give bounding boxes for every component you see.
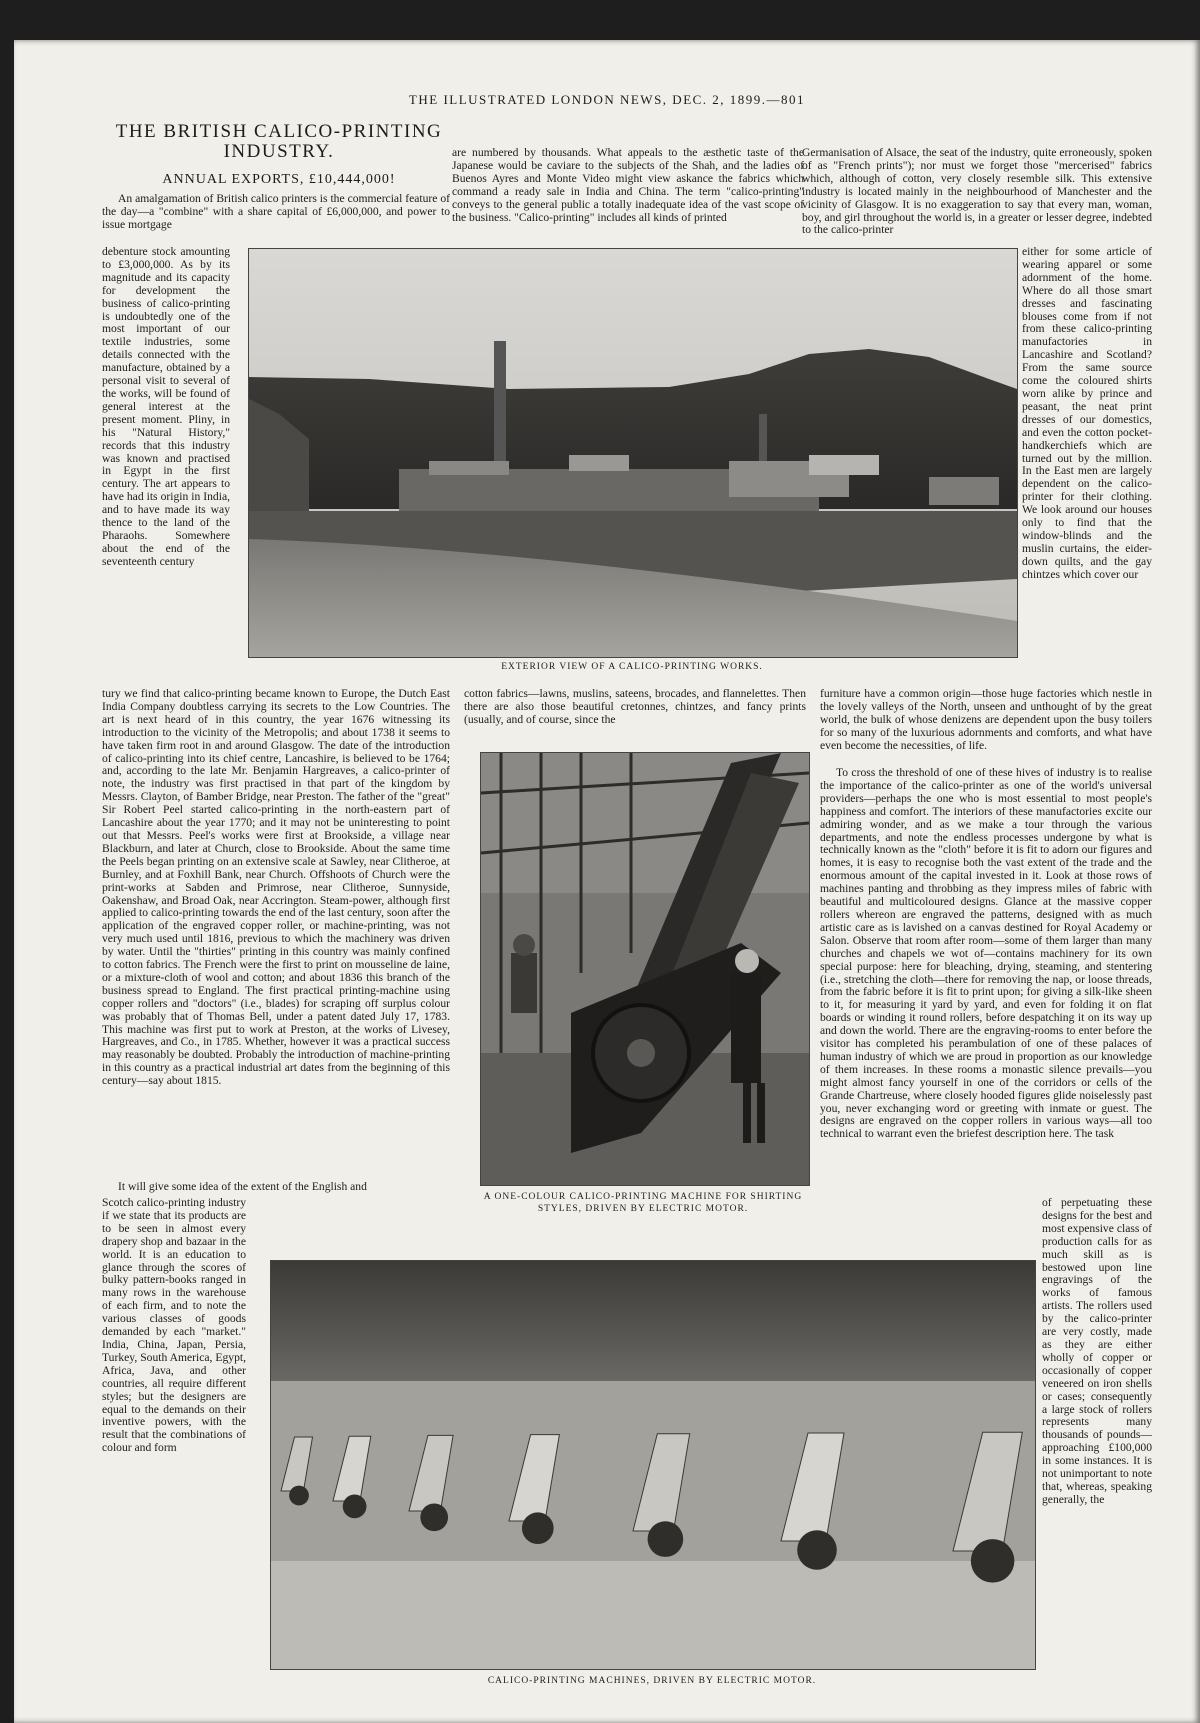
column-2-mid (464, 688, 806, 728)
machine-caption-line-1: A ONE-COLOUR CALICO-PRINTING MACHINE FOR SHIRTING (483, 1192, 803, 1202)
printing-machine-wheel (971, 1539, 1015, 1583)
column-2-top (452, 147, 804, 255)
column-1-main (102, 688, 450, 1181)
article-subtitle: ANNUAL EXPORTS, £10,444,000! (162, 172, 396, 187)
page-header: THE ILLUSTRATED LONDON NEWS, DEC. 2, 1899.—801 (408, 92, 806, 107)
column-1-paragraph-2 (102, 1181, 450, 1197)
printing-machine-wheel (420, 1503, 448, 1531)
right-narrow-text: either for some article of wearing apparel or some adornment of the home. Where do all those smart dresses and fascinating blouses come from if not from these calico-printing manufactories in Lancashire and Scotland? From the same source come the coloured shirts worn alike by prince and peasant, the neat print dresses of our domestics, and even the cotton pocket-handkerchiefs which are turned out by the million. In the East men are largely dependent on the calico-printer for their clothing. We look around our houses only to find that the window-blinds and the muslin curtains, the eider-down quilts, and the gay chintzes which cover our (1022, 246, 1152, 581)
column-3-top (802, 147, 1152, 255)
machines-photo (270, 1260, 1036, 1670)
column-3-paragraph-2-text: To cross the threshold of one of these hives of industry is to realise the importance of the calico-printer as one of the world's universal providers—perhaps the one who is most essential to most people's happiness and comfort. The interiors of these manufactories excite our admiring wonder, and as we make a tour through the various departments, and note the endless processes undergone by what is technically known as the "cloth" before it is fit to adorn our figures and homes, it is easy to recognise both the vast extent of the trade and the enormous amount of the capital invested in it. Look at those rows of machines panting and throbbing as they impress miles of fabric with beautiful and multicoloured designs. Glance at the massive copper rollers whereon are engraved the patterns, designed with as much artistic care as is lavished on a canvas destined for Royal Academy or Salon. Observe that room after room—some of them larger than many churches and chapels we wot of—contains machinery for its own special purpose: here for bleaching, drying, steaming, and stentering (i.e., stretching the cloth—there for removing the nap, or loose threads, from the fabric before it is fit to print upon; for giving a silk-like sheen to it, for measuring it yard by yard, and even for folding it on flat boards or winding it round rollers, before despatching it on its way up and down the world. There are the engraving-rooms to enter before the visitor has completed his perambulation of one of these palaces of human industry of which we are proud in proportion as our knowledge of them increases. In these rooms a monastic silence prevails—you might almost fancy yourself in one of the corridors or cells of the Grande Chartreuse, where closely hooded figures glide noiselessly past you, never exchanging word or greeting with inmate or guest. The designs are engraved on the copper rollers in various ways—all too technical to warrant even the briefest description here. The task (820, 767, 1152, 1141)
column-3-top-text: Germanisation of Alsace, the seat of the industry, quite erroneously, spoken of as "French prints"); nor must we forget those "mercerised" fabrics which, although of cotton, very closely resemble silk. This extensive industry is located mainly in the neighbourhood of Manchester and the vicinity of Glasgow. It is no exaggeration to say that every man, woman, boy, and girl throughout the world is, in a greater or lesser degree, indebted to the calico-printer (802, 147, 1152, 237)
column-2-mid-text: cotton fabrics—lawns, muslins, sateens, brocades, and flannelettes. Then there are also those beautiful cretonnes, chintzes, and fancy prints (usually, and of course, since the (464, 688, 806, 726)
right-narrow-column (1022, 246, 1152, 724)
column-3-main (820, 688, 1152, 766)
machine-illustration (481, 753, 809, 1185)
exterior-photo (248, 248, 1018, 658)
machines-caption: CALICO-PRINTING MACHINES, DRIVEN BY ELECTRIC MOTOR. (487, 1676, 817, 1686)
printing-machine-wheel (343, 1495, 367, 1519)
article-title: THE BRITISH CALICO-PRINTING INDUSTRY. (115, 121, 443, 162)
left-narrow-column (102, 246, 230, 746)
intro-text: An amalgamation of British calico printers is the commercial feature of the day—a "combine" with a share capital of £6,000,000, and power to issue mortgage (102, 193, 450, 231)
newspaper-page (14, 40, 1200, 1723)
intro-paragraph (102, 193, 450, 245)
right-bottom-narrow-column (1042, 1197, 1152, 1684)
column-1-paragraph-2-text: It will give some idea of the extent of the English and (118, 1181, 367, 1193)
left-bottom-narrow-column (102, 1197, 246, 1669)
printing-machine-wheel (522, 1512, 554, 1544)
machine-caption-line-2: STYLES, DRIVEN BY ELECTRIC MOTOR. (537, 1204, 749, 1214)
column-1-main-text: tury we find that calico-printing became known to Europe, the Dutch East India Company doubtless carrying its secrets to the Low Countries. The art is next heard of in this country, the year 1676 witnessing its introduction to the vicinity of the Metropolis; and about 1738 it seems to have taken firm root in and around Glasgow. The date of the introduction of calico-printing into its chief centre, Lancashire, is believed to be 1764; and, according to the late Mr. Benjamin Hargreaves, a calico-printer of note, the industry was first practised in that part of the kingdom by Messrs. Clayton, of Bamber Bridge, near Preston. The father of the "great" Sir Robert Peel started calico-printing in the north-eastern part of Lancashire about the year 1770; and it may not be uninteresting to point out that Messrs. Peel's works were first at Brookside, a village near Blackburn, and later at Church, close to Brookside. About the same time the Peels began printing on an extensive scale at Sawley, near Clitheroe, at Burnley, and at Foxhill Bank, near Church. Offshoots of Church were the print-works at Sabden and Primrose, near Clitheroe, Sunnyside, Oakenshaw, and Broad Oak, near Accrington. Steam-power, although first applied to calico-printing towards the end of the last century, soon after the application of the engraved copper roller, or machine-printing, was not very much used until 1816, previous to which the machinery was driven by water. Until the "thirties" printing in this country was mainly confined to cotton fabrics. The French were the first to print on mousseline de laine, or a mixture-cloth of wool and cotton; and about 1836 this branch of the business spread to England. The first practical printing-machine using copper rollers and "doctors" (i.e., blades) for scraping off surplus colour was probably that of Thomas Bell, under a patent dated July 17, 1783. This machine was first put to work at Preston, at the works of Livesey, Hargreaves, and Co., in 1785. Whether, however it was a practical success may reasonably be doubted. Probably the introduction of machine-printing in this country as a practical industrial art dates from the beginning of this century—say about 1815. (102, 688, 450, 1088)
machine-photo (480, 752, 810, 1186)
column-3-paragraph-2 (820, 767, 1152, 1201)
exterior-illustration (249, 249, 1017, 657)
column-3-main-text: furniture have a common origin—those huge factories which nestle in the lovely valleys of the North, unseen and unthought of by the great world, the bulk of whose denizens are dependent upon the busy toilers for so many of the luxurious adornments and comforts, and what have even become the necessities, of life. (820, 688, 1152, 752)
machine-caption (466, 1191, 820, 1215)
left-narrow-text: debenture stock amounting to £3,000,000. As by its magnitude and its capacity for development the business of calico-printing is undoubtedly one of the most important of our textile industries, some details connected with the manufacture, obtained by a personal visit to several of the works, will be found of general interest at the present moment. Pliny, in his "Natural History," records that this industry was known and practised in Egypt in the first century. The art appears to have had its origin in India, and to have made its way thence to the land of the Pharaohs. Somewhere about the end of the seventeenth century (102, 246, 230, 568)
right-bottom-narrow-text: of perpetuating these designs for the best and most expensive class of production calls for as much skill as is bestowed upon line engravings of the works of famous artists. The rollers used by the calico-printer are very costly, made as they are either wholly of copper or occasionally of copper veneered on iron shells or cases; consequently a large stock of rollers represents many thousands of pounds—approaching £100,000 in some instances. It is not unimportant to note that, whereas, speaking generally, the (1042, 1197, 1152, 1506)
machines-illustration (271, 1261, 1035, 1669)
printing-machine-wheel (289, 1486, 309, 1506)
exterior-caption: EXTERIOR VIEW OF A CALICO-PRINTING WORKS. (501, 662, 763, 672)
printing-machine-wheel (797, 1530, 837, 1570)
printing-machine-wheel (648, 1521, 684, 1557)
left-bottom-narrow-text: Scotch calico-printing industry if we state that its products are to be seen in almost every drapery shop and bazaar in the world. It is an education to glance through the scores of bulky pattern-books ranged in many rows in the warehouse of each firm, and to note the various classes of goods demanded by each "market." India, China, Japan, Persia, Turkey, South America, Egypt, Africa, Java, and other countries, all require different styles; but the designers are equal to the demands on their inventive powers, with the result that the combinations of colour and form (102, 1197, 246, 1455)
column-2-top-text: are numbered by thousands. What appeals to the æsthetic taste of the Japanese would be caviare to the subjects of the Shah, and the ladies of Buenos Ayres and Monte Video might view askance the fabrics which command a ready sale in India and China. The term "calico-printing" conveys to the general public a totally inadequate idea of the vast scope of the business. "Calico-printing" includes all kinds of printed (452, 147, 804, 224)
